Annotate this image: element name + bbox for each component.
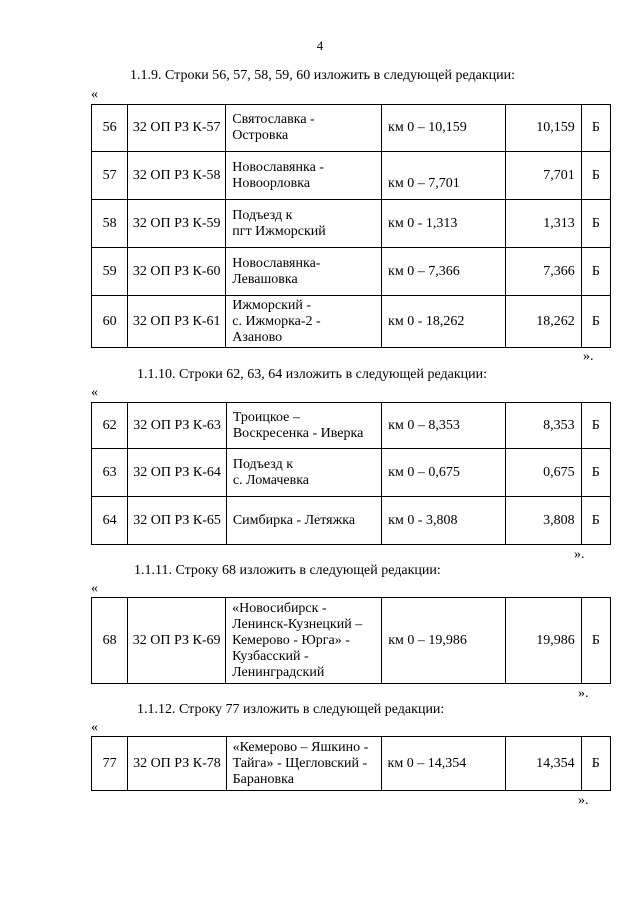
table-row bbox=[92, 200, 611, 248]
table-row bbox=[92, 449, 611, 497]
road-code: 32 ОП РЗ К-58 bbox=[128, 152, 226, 200]
road-category: Б bbox=[581, 105, 610, 152]
road-category: Б bbox=[581, 248, 610, 296]
km-range: км 0 – 7,366 bbox=[382, 248, 506, 296]
km-range: км 0 – 14,354 bbox=[381, 737, 506, 791]
road-length: 18,262 bbox=[506, 296, 581, 348]
section-heading: 1.1.11. Строку 68 изложить в следующей редакции: bbox=[134, 563, 441, 578]
road-category: Б bbox=[581, 497, 610, 545]
table-row bbox=[92, 152, 611, 200]
km-range: км 0 – 10,159 bbox=[382, 105, 506, 152]
road-code: 32 ОП РЗ К-69 bbox=[128, 598, 226, 684]
road-name: «Новосибирск - Ленинск-Кузнецкий – Кемерово - Юрга» - Кузбасский - Ленинградский bbox=[226, 598, 382, 684]
section-heading: 1.1.10. Строки 62, 63, 64 изложить в следующей редакции: bbox=[137, 367, 488, 382]
row-number: 63 bbox=[92, 449, 128, 497]
road-name: Новославянка - Новоорловка bbox=[226, 152, 382, 200]
road-name: Троицкое – Воскресенка - Иверка bbox=[226, 403, 381, 449]
road-category: Б bbox=[581, 403, 610, 449]
close-quote: ». bbox=[574, 547, 585, 562]
section-heading: 1.1.9. Строки 56, 57, 58, 59, 60 изложить в следующей редакции: bbox=[130, 68, 516, 83]
row-number: 68 bbox=[92, 598, 128, 684]
table-row bbox=[92, 403, 611, 449]
row-number: 58 bbox=[92, 200, 128, 248]
road-code: 32 ОП РЗ К-60 bbox=[128, 248, 226, 296]
road-name: Новославянка- Левашовка bbox=[226, 248, 382, 296]
roads-table bbox=[91, 402, 611, 545]
table-row bbox=[92, 105, 611, 152]
open-quote: « bbox=[91, 581, 98, 596]
road-length: 7,366 bbox=[506, 248, 581, 296]
road-code: 32 ОП РЗ К-65 bbox=[128, 497, 227, 545]
road-category: Б bbox=[581, 152, 610, 200]
road-name: Симбирка - Летяжка bbox=[226, 497, 381, 545]
km-range: км 0 - 1,313 bbox=[382, 200, 506, 248]
road-category: Б bbox=[581, 200, 610, 248]
table-row bbox=[92, 737, 611, 791]
road-code: 32 ОП РЗ К-59 bbox=[128, 200, 226, 248]
road-code: 32 ОП РЗ К-78 bbox=[128, 737, 226, 791]
km-range: км 0 - 18,262 bbox=[382, 296, 506, 348]
open-quote: « bbox=[91, 385, 98, 400]
km-range: км 0 - 3,808 bbox=[382, 497, 506, 545]
road-name: Ижморский - с. Ижморка-2 - Азаново bbox=[226, 296, 382, 348]
road-category: Б bbox=[581, 737, 610, 791]
close-quote: ». bbox=[578, 686, 589, 701]
row-number: 62 bbox=[92, 403, 128, 449]
table-row bbox=[92, 248, 611, 296]
road-code: 32 ОП РЗ К-63 bbox=[128, 403, 227, 449]
road-name: «Кемерово – Яшкино - Тайга» - Щегловский - Барановка bbox=[226, 737, 381, 791]
row-number: 59 bbox=[92, 248, 128, 296]
km-range: км 0 – 8,353 bbox=[382, 403, 506, 449]
road-length: 7,701 bbox=[506, 152, 581, 200]
row-number: 64 bbox=[92, 497, 128, 545]
open-quote: « bbox=[91, 720, 98, 735]
road-name: Святославка - Островка bbox=[226, 105, 382, 152]
row-number: 77 bbox=[92, 737, 128, 791]
road-code: 32 ОП РЗ К-61 bbox=[128, 296, 226, 348]
roads-table bbox=[91, 597, 611, 684]
section-heading: 1.1.12. Строку 77 изложить в следующей редакции: bbox=[137, 702, 445, 717]
table-row bbox=[92, 598, 611, 684]
roads-table bbox=[91, 104, 611, 348]
road-length: 19,986 bbox=[506, 598, 581, 684]
road-name: Подъезд к с. Ломачевка bbox=[226, 449, 381, 497]
row-number: 60 bbox=[92, 296, 128, 348]
road-length: 1,313 bbox=[506, 200, 581, 248]
roads-table bbox=[91, 736, 611, 791]
road-length: 14,354 bbox=[506, 737, 582, 791]
road-name: Подъезд к пгт Ижморский bbox=[226, 200, 382, 248]
row-number: 56 bbox=[92, 105, 128, 152]
table-row bbox=[92, 497, 611, 545]
close-quote: ». bbox=[578, 793, 589, 808]
road-code: 32 ОП РЗ К-64 bbox=[128, 449, 227, 497]
road-length: 10,159 bbox=[506, 105, 581, 152]
table-row bbox=[92, 296, 611, 348]
row-number: 57 bbox=[92, 152, 128, 200]
close-quote: ». bbox=[583, 349, 594, 364]
road-length: 8,353 bbox=[506, 403, 581, 449]
road-category: Б bbox=[581, 296, 610, 348]
road-category: Б bbox=[581, 449, 610, 497]
road-length: 0,675 bbox=[506, 449, 581, 497]
page-number: 4 bbox=[316, 38, 324, 53]
road-length: 3,808 bbox=[506, 497, 581, 545]
km-range: км 0 – 7,701 bbox=[382, 152, 506, 200]
road-category: Б bbox=[581, 598, 610, 684]
open-quote: « bbox=[91, 87, 98, 102]
km-range: км 0 – 0,675 bbox=[382, 449, 506, 497]
km-range: км 0 – 19,986 bbox=[382, 598, 506, 684]
road-code: 32 ОП РЗ К-57 bbox=[128, 105, 226, 152]
